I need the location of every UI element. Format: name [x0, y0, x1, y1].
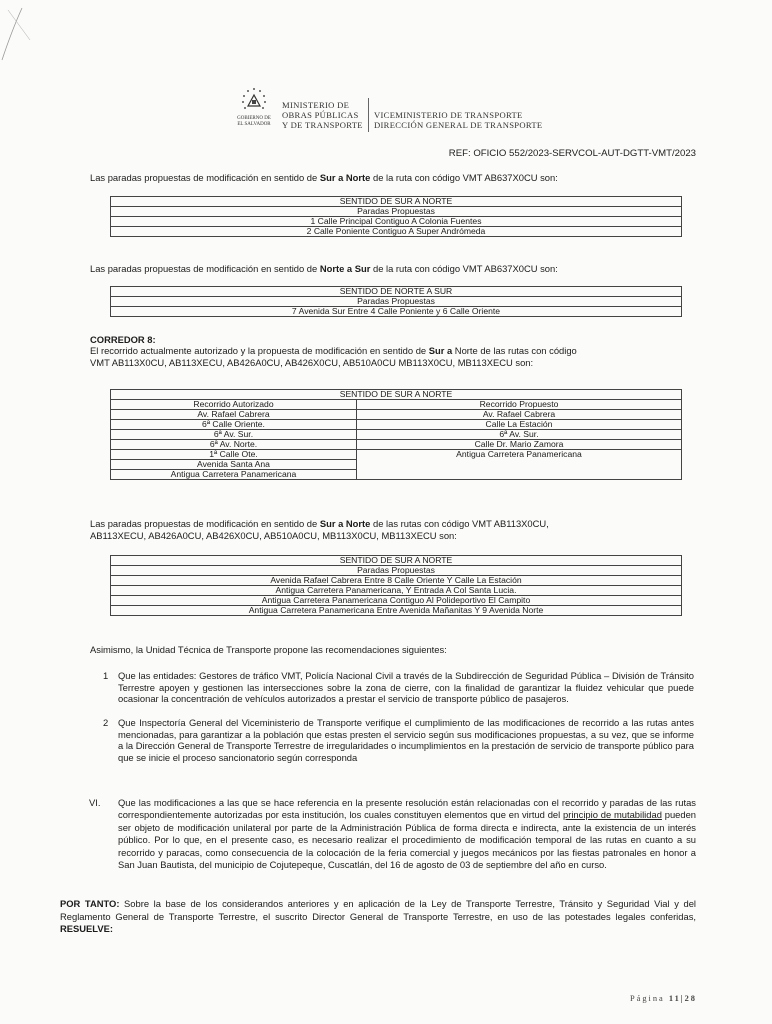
rec1-number: 1 [103, 670, 109, 681]
paragraph-1 [90, 172, 696, 184]
table-row: Antigua Carretera Panamericana, Y Entrada A Col Santa Lucia. [111, 586, 682, 596]
vi-underline: principio de mutabilidad [563, 809, 662, 821]
table1-title: SENTIDO DE SUR A NORTE [111, 197, 682, 207]
table-row: Calle La Estación [357, 420, 682, 430]
para2-pre: Las paradas propuestas de modificación en sentido de [90, 263, 320, 274]
corredor-text-mid: Norte de las rutas con código [452, 345, 577, 356]
corredor-text-pre: El recorrido actualmente autorizado y la propuesta de modificación en sentido de [90, 345, 429, 356]
vice-ministry-name [374, 110, 543, 130]
pen-mark [0, 0, 60, 80]
page-number: 11|28 [668, 994, 697, 1003]
header-divider [368, 98, 369, 132]
corredor-block [90, 334, 696, 368]
table-row: Av. Rafael Cabrera [111, 410, 357, 420]
table2-title: SENTIDO DE NORTE A SUR [111, 287, 682, 297]
gob-line2: EL SALVADOR [237, 122, 271, 127]
recommendation-1: Que las entidades: Gestores de tráfico VMT, Policía Nacional Civil a través de la Subdirección de Seguridad Pública – División de Tránsito Terrestre apoyen y gestionen las intersecciones sobre la zona de cierre, con la finalidad de garantizar la fluidez vehicular que puede ocasionar la concentración de vehículos autorizados a prestar el servicio de transporte público de pasajeros. [118, 670, 694, 704]
vi-pre: Que las modificaciones a las que se hace referencia en la presente resolución están relacionadas con el recorrido y paradas de las rutas correspondientemente autorizadas por esta institución, los cuales constituyen elementos que en virtud del [118, 797, 696, 821]
para1-pre: Las paradas propuestas de modificación en sentido de [90, 172, 320, 183]
ministry-line1: MINISTERIO DE [282, 100, 350, 110]
table-row: Antigua Carretera Panamericana [111, 470, 357, 480]
table2-subtitle: Paradas Propuestas [111, 297, 682, 307]
gob-line1: GOBIERNO DE [237, 116, 271, 121]
para2-post: de la ruta con código VMT AB637X0CU son: [370, 263, 558, 274]
table4-subtitle: Paradas Propuestas [111, 566, 682, 576]
por-tanto-paragraph [60, 898, 696, 936]
rec2-number: 2 [103, 717, 109, 728]
table-row: 2 Calle Poniente Contiguo A Super Andrómeda [111, 227, 682, 237]
para2-bold: Norte a Sur [319, 263, 371, 274]
table-row: Antigua Carretera Panamericana Entre Avenida Mañanitas Y 9 Avenida Norte [111, 606, 682, 616]
table-row: Av. Rafael Cabrera [357, 410, 682, 420]
table-row: Calle Dr. Mario Zamora [357, 440, 682, 450]
footer-label: Página [629, 994, 665, 1003]
para4-pre: Las paradas propuestas de modificación en sentido de [90, 518, 320, 529]
corredor-bold: Sur a [428, 345, 453, 356]
section-vi-label: VI. [89, 797, 101, 808]
seal-icon [239, 86, 269, 116]
corredor-text-line2: VMT AB113X0CU, AB113XECU, AB426A0CU, AB426X0CU, AB510A0CU MB113X0CU, MB113XECU son: [90, 356, 534, 368]
paragraph-4 [90, 518, 696, 541]
para1-bold: Sur a Norte [319, 172, 371, 183]
table3-col-autorizado: Recorrido Autorizado [111, 400, 357, 410]
table-row: 7 Avenida Sur Entre 4 Calle Poniente y 6 Calle Oriente [111, 307, 682, 317]
para4-bold: Sur a Norte [319, 518, 371, 529]
table-sur-norte-paradas [110, 555, 682, 616]
table3-col-propuesto: Recorrido Propuesto [357, 400, 682, 410]
vice-line1: VICEMINISTERIO DE TRANSPORTE [374, 110, 523, 120]
resuelve-label: RESUELVE: [60, 923, 113, 934]
para1-post: de la ruta con código VMT AB637X0CU son: [370, 172, 558, 183]
section-vi-text [118, 797, 696, 871]
table-row: 6ª Av. Sur. [111, 430, 357, 440]
ministry-name [282, 100, 363, 130]
por-tanto-text: Sobre la base de los considerandos anteriores y en aplicación de la Ley de Transporte Terrestre, Tránsito y Seguridad Vial y del Reglamento General de Transporte Terrestre, el suscrito Director General de Transporte Terrestre, en uso de las potestades legales conferidas, [60, 898, 696, 922]
vice-line2: DIRECCIÓN GENERAL DE TRANSPORTE [374, 120, 543, 130]
corredor-title: CORREDOR 8: [90, 334, 156, 345]
vi-post: pueden ser objeto de modificación unilateral por parte de la Administración Pública de forma directa e indirecta, ante la existencia de un interés público. Por lo que, en el presente caso, es necesario realizar el procedimiento de modificación temporal de las rutas en cuanto a su recorrido y paracas, como consecuencia de la colocación de la feria comercial y juegos mecánicos por las fiestas patronales en honor a San Juan Bautista, del municipio de Cojutepeque, Cuscatlán, del 16 de agosto de 03 de septiembre del año en curso. [118, 809, 697, 871]
table-row: Antigua Carretera Panamericana [357, 450, 682, 480]
recommendation-2: Que Inspectoría General del Viceministerio de Transporte verifique el cumplimiento de las modificaciones de recorrido a las rutas antes mencionadas, para garantizar a la población que estas presten el servicio según sus modificaciones propuestas, a su vez, que se informe a la Dirección General de Transporte Terrestre de irregularidades o incumplimientos en la prestación de servicio de transporte público para que se inicie el proceso sancionatorio según corresponda [118, 717, 694, 763]
table1-subtitle: Paradas Propuestas [111, 207, 682, 217]
table-sur-norte-1 [110, 196, 682, 237]
table-row: Antigua Carretera Panamericana Contiguo Al Polideportivo El Campito [111, 596, 682, 606]
table-recorrido [110, 389, 682, 480]
para4-post: de las rutas con código VMT AB113X0CU, [370, 518, 549, 529]
table-row: 6ª Av. Norte. [111, 440, 357, 450]
para4-line2: AB113XECU, AB426A0CU, AB426X0CU, AB510A0CU, MB113X0CU, MB113XECU son: [90, 529, 457, 541]
table-row: 1ª Calle Ote. [111, 450, 357, 460]
por-tanto-label: POR TANTO: [60, 898, 120, 909]
gob-text [230, 116, 278, 128]
paragraph-2 [90, 263, 696, 275]
ministry-line3: Y DE TRANSPORTE [282, 120, 363, 130]
table-norte-sur [110, 286, 682, 317]
table-row: 6ª Calle Oriente. [111, 420, 357, 430]
page-footer [630, 994, 697, 1003]
government-logo [230, 86, 278, 140]
table4-title: SENTIDO DE SUR A NORTE [111, 556, 682, 566]
table-row: 6ª Av. Sur. [357, 430, 682, 440]
ministry-line2: OBRAS PÚBLICAS [282, 110, 359, 120]
reference-number: REF: OFICIO 552/2023-SERVCOL-AUT-DGTT-VMT/2023 [448, 148, 696, 159]
table-row: Avenida Rafael Cabrera Entre 8 Calle Oriente Y Calle La Estación [111, 576, 682, 586]
table3-title: SENTIDO DE SUR A NORTE [111, 390, 682, 400]
table-row: 1 Calle Principal Contiguo A Colonia Fuentes [111, 217, 682, 227]
table-row: Avenida Santa Ana [111, 460, 357, 470]
asimismo-paragraph: Asimismo, la Unidad Técnica de Transporte propone las recomendaciones siguientes: [90, 644, 447, 655]
